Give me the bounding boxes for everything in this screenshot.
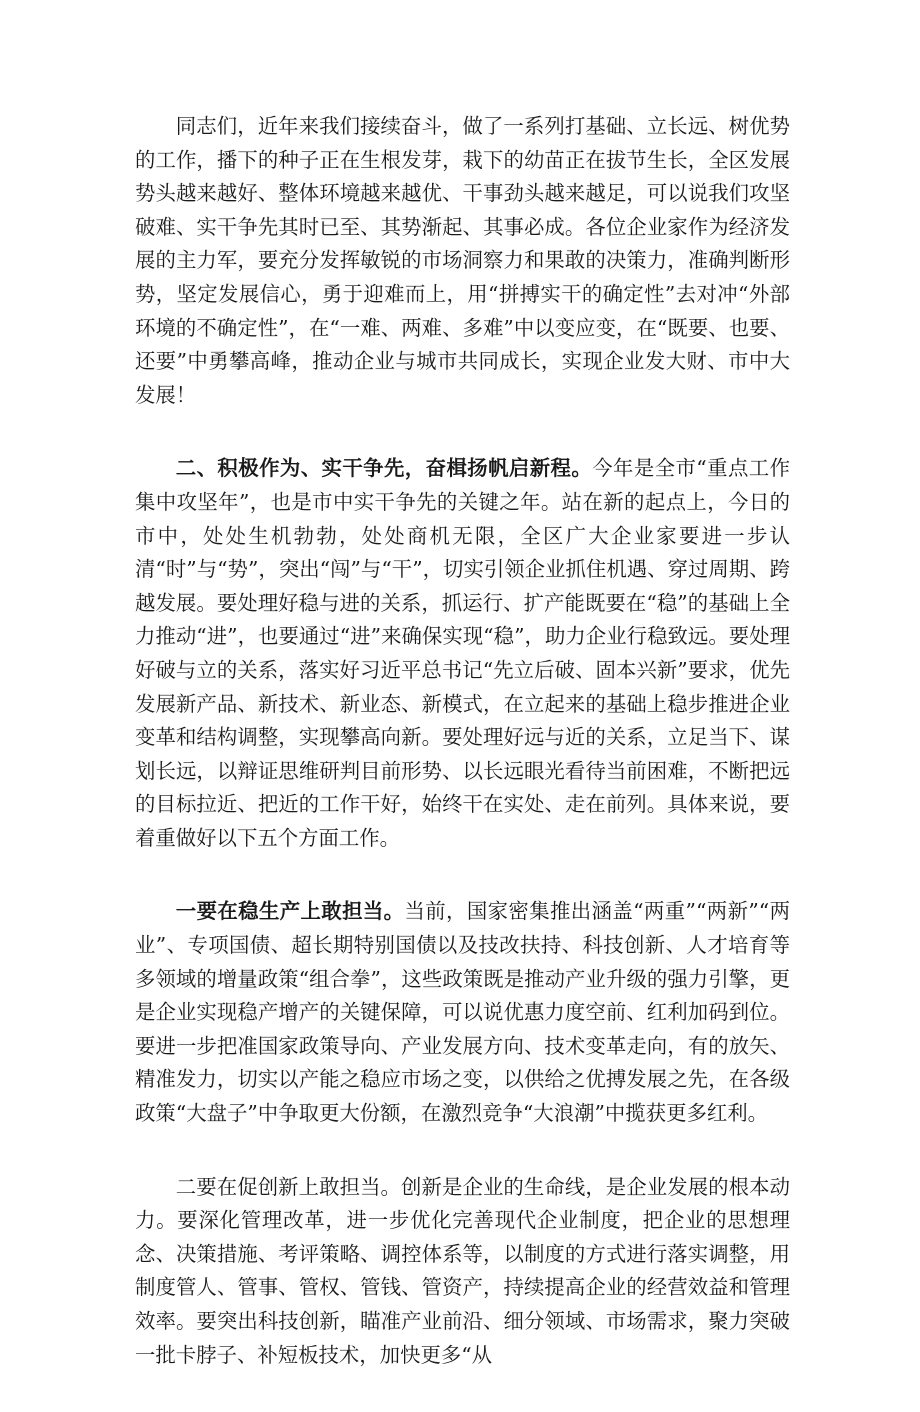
paragraph-1-text: 同志们，近年来我们接续奋斗，做了一系列打基础、立长远、树优势的工作，播下的种子正在生根发芽，栽下的幼苗正在拔节生长，全区发展势头越来越好、整体环境越来越优、干事劲头越来越足，可以说我们攻坚破难、实干争先其时已至、其势渐起、其事必成。各位企业家作为经济发展的主力军，要充分发挥敏锐的市场洞察力和果敢的决策力，准确判断形势，坚定发展信心，勇于迎难而上，用“拼搏实干的确定性”去对冲“外部环境的不确定性”，在“一难、两难、多难”中以变应变，在“既要、也要、还要”中勇攀高峰，推动企业与城市共同成长，实现企业发大财、市中大发展！ <box>135 114 790 407</box>
paragraph-3-text: 当前，国家密集推出涵盖“两重”“两新”“两业”、专项国债、超长期特别国债以及技改扶持、科技创新、人才培育等多领域的增量政策“组合拳”，这些政策既是推动产业升级的强力引擎，更是企业实现稳产增产的关键保障，可以说优惠力度空前、红利加码到位。要进一步把准国家政策导向、产业发展方向、技术变革走向，有的放矢、精准发力，切实以产能之稳应市场之变，以供给之优搏发展之先，在各级政策“大盘子”中争取更大份额，在激烈竞争“大浪潮”中揽获更多红利。 <box>135 899 790 1126</box>
paragraph-1 <box>135 110 790 412</box>
paragraph-3 <box>135 895 790 1130</box>
document-page <box>135 110 790 1412</box>
paragraph-2 <box>135 452 790 855</box>
paragraph-4 <box>135 1171 790 1373</box>
paragraph-2-text: 今年是全市“重点工作集中攻坚年”，也是市中实干争先的关键之年。站在新的起点上，今日的市中，处处生机勃勃，处处商机无限，全区广大企业家要进一步认清“时”与“势”，突出“闯”与“干”，切实引领企业抓住机遇、穿过周期、跨越发展。要处理好稳与进的关系，抓运行、扩产能既要在“稳”的基础上全力推动“进”，也要通过“进”来确保实现“稳”，助力企业行稳致远。要处理好破与立的关系，落实好习近平总书记“先立后破、固本兴新”要求，优先发展新产品、新技术、新业态、新模式，在立起来的基础上稳步推进企业变革和结构调整，实现攀高向新。要处理好远与近的关系，立足当下、谋划长远，以辩证思维研判目前形势、以长远眼光看待当前困难，不断把远的目标拉近、把近的工作干好，始终干在实处、走在前列。具体来说，要着重做好以下五个方面工作。 <box>135 456 790 850</box>
paragraph-4-text: 二要在促创新上敢担当。创新是企业的生命线，是企业发展的根本动力。要深化管理改革，进一步优化完善现代企业制度，把企业的思想理念、决策措施、考评策略、调控体系等，以制度的方式进行落实调整，用制度管人、管事、管权、管钱、管资产，持续提高企业的经营效益和管理效率。要突出科技创新，瞄准产业前沿、细分领域、市场需求，聚力突破一批卡脖子、补短板技术，加快更多“从 <box>135 1174 790 1367</box>
paragraph-2-lead: 二、积极作为、实干争先，奋楫扬帆启新程。 <box>175 456 593 481</box>
paragraph-3-lead: 一要在稳生产上敢担当。 <box>175 899 405 924</box>
